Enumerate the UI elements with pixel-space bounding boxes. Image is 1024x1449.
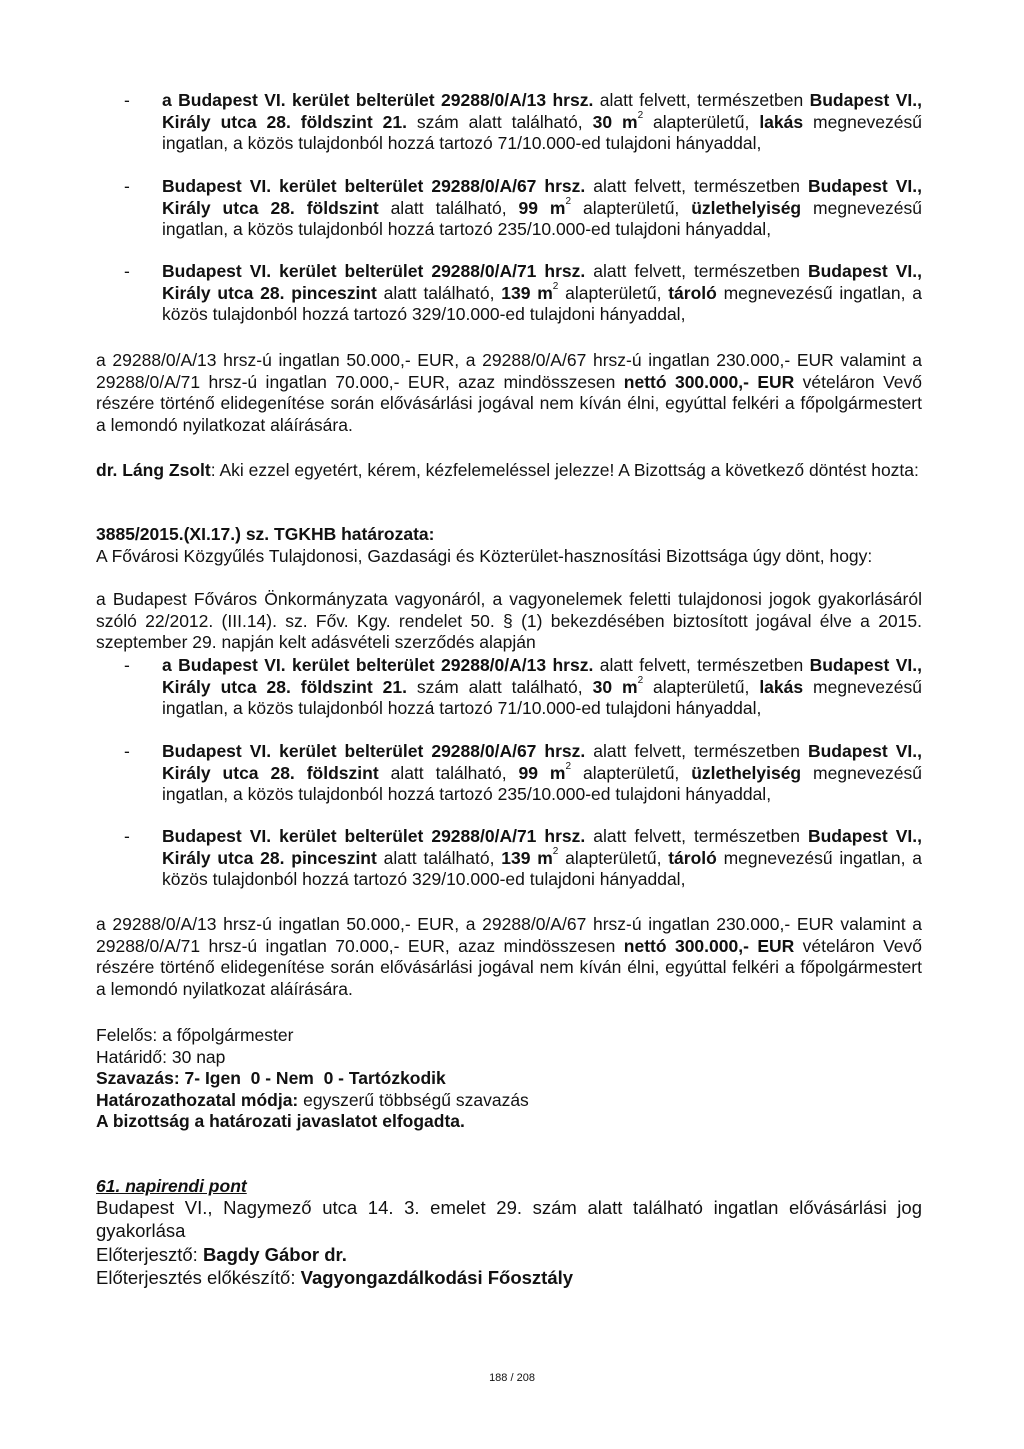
property-item-text: Budapest VI. kerület belterület 29288/0/A/71 hrsz. alatt felvett, természetben Budapest VI., Király utca 28. pinceszint alatt található, 139 $m^2$ alapterületű, tároló megnevezésű ingatlan, a közös tulajdonból hozzá tartozó 329/10.000-ed tulajdoni hányaddal, (162, 826, 922, 889)
property-item-text: Budapest VI. kerület belterület 29288/0/A/71 hrsz. alatt felvett, természetben Budapest VI., Király utca 28. pinceszint alatt található, 139 $m^2$ alapterületű, tároló megnevezésű ingatlan, a közös tulajdonból hozzá tartozó 329/10.000-ed tulajdoni hányaddal, (162, 261, 922, 324)
agenda-heading: 61. napirendi pont (96, 1176, 247, 1196)
responsible: Felelős: a főpolgármester (96, 1025, 294, 1045)
property-item-text: a Budapest VI. kerület belterület 29288/0/A/13 hrsz. alatt felvett, természetben Budapest VI., Király utca 28. földszint 21. szám alatt található, 30 $m^2$ alapterületű, lakás megnevezésű ingatlan, a közös tulajdonból hozzá tartozó 71/10.000-ed tulajdoni hányaddal, (162, 655, 922, 718)
resolution-intro: A Fővárosi Közgyűlés Tulajdonosi, Gazdasági és Közterület-hasznosítási Bizottsága úgy dönt, hogy: (96, 546, 873, 566)
list-dash: - (124, 826, 130, 846)
property-item-text: a Budapest VI. kerület belterület 29288/0/A/13 hrsz. alatt felvett, természetben Budapest VI., Király utca 28. földszint 21. szám alatt található, 30 $m^2$ alapterületű, lakás megnevezésű ingatlan, a közös tulajdonból hozzá tartozó 71/10.000-ed tulajdoni hányaddal, (162, 90, 922, 153)
deadline: Határidő: 30 nap (96, 1047, 226, 1067)
list-dash: - (124, 261, 130, 281)
decision-paragraph: a 29288/0/A/13 hrsz-ú ingatlan 50.000,- EUR, a 29288/0/A/67 hrsz-ú ingatlan 230.000,- EUR valamint a 29288/0/A/71 hrsz-ú ingatlan 70.000,- EUR, azaz mindösszesen nettó 300.000,- EUR vételáron Vevő részére történő elidegenítése során elővásárlási jogával nem kíván élni, egyúttal felkéri a főpolgármestert a lemondó nyilatkozat aláírására. (96, 350, 922, 435)
property-item-text: Budapest VI. kerület belterület 29288/0/A/67 hrsz. alatt felvett, természetben Budapest VI., Király utca 28. földszint alatt található, 99 $m^2$ alapterületű, üzlethelyiség megnevezésű ingatlan, a közös tulajdonból hozzá tartozó 235/10.000-ed tulajdoni hányaddal, (162, 741, 923, 804)
list-dash: - (124, 655, 130, 675)
resolution-basis: a Budapest Főváros Önkormányzata vagyonáról, a vagyonelemek feletti tulajdonosi jogok gyakorlásáról szóló 22/2012. (III.14). sz. Főv. Kgy. rendelet 50. § (1) bekezdésében biztosított jogával élve a 2015. szeptember 29. napján kelt adásvételi szerződés alapján (96, 589, 922, 652)
vote-result: Szavazás: 7- Igen 0 - Nem 0 - Tartózkodik (96, 1068, 446, 1088)
list-dash: - (124, 176, 130, 196)
list-dash: - (124, 741, 130, 761)
accepted-statement: A bizottság a határozati javaslatot elfogadta. (96, 1111, 465, 1131)
page-number: 188 / 208 (489, 1372, 535, 1384)
agenda-subject: Budapest VI., Nagymező utca 14. 3. emelet 29. szám alatt található ingatlan elővásárlási jog gyakorlása (96, 1197, 922, 1241)
agenda-preparer: Előterjesztés előkészítő: Vagyongazdálkodási Főosztály (96, 1267, 574, 1288)
speech-paragraph: dr. Láng Zsolt: Aki ezzel egyetért, kérem, kézfelemeléssel jelezze! A Bizottság a következő döntést hozta: (96, 460, 919, 480)
decision-method: Határozathozatal módja: egyszerű többségű szavazás (96, 1090, 529, 1110)
property-item-text: Budapest VI. kerület belterület 29288/0/A/67 hrsz. alatt felvett, természetben Budapest VI., Király utca 28. földszint alatt található, 99 $m^2$ alapterületű, üzlethelyiség megnevezésű ingatlan, a közös tulajdonból hozzá tartozó 235/10.000-ed tulajdoni hányaddal, (162, 176, 923, 239)
resolution-heading: 3885/2015.(XI.17.) sz. TGKHB határozata: (96, 524, 435, 544)
decision-paragraph: a 29288/0/A/13 hrsz-ú ingatlan 50.000,- EUR, a 29288/0/A/67 hrsz-ú ingatlan 230.000,- EUR valamint a 29288/0/A/71 hrsz-ú ingatlan 70.000,- EUR, azaz mindösszesen nettó 300.000,- EUR vételáron Vevő részére történő elidegenítése során elővásárlási jogával nem kíván élni, egyúttal felkéri a főpolgármestert a lemondó nyilatkozat aláírására. (96, 914, 922, 999)
list-dash: - (124, 90, 130, 110)
agenda-presenter: Előterjesztő: Bagdy Gábor dr. (96, 1244, 347, 1265)
